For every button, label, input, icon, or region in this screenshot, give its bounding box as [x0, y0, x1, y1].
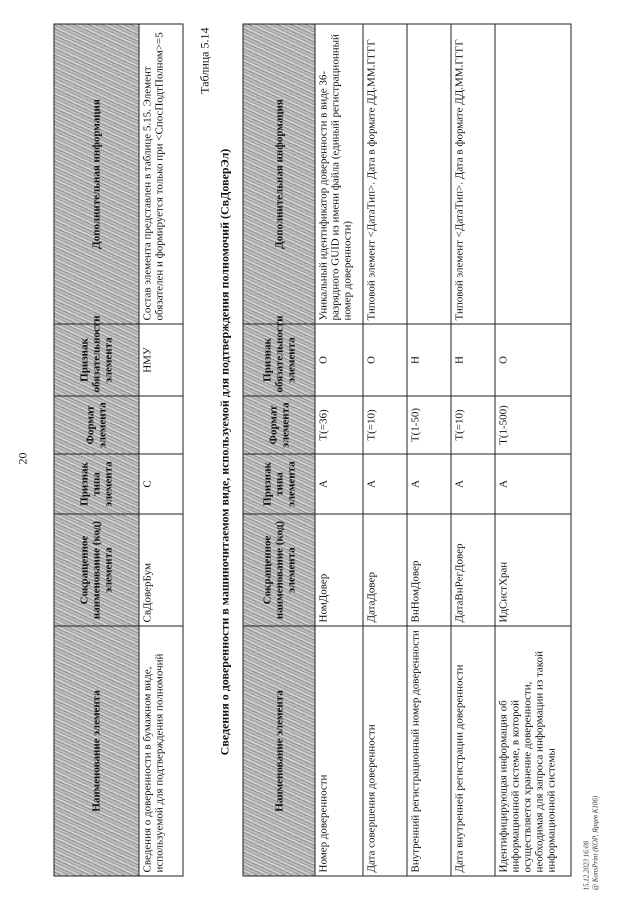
- cell-info: [407, 24, 451, 324]
- cell-info: Типовой элемент <ДатаТип>. Дата в формате ДД.ММ.ГГГГ: [363, 24, 407, 324]
- table-row: [363, 24, 407, 876]
- table-title: Сведения о доверенности в машиночитаемом виде, используемой для подтверждения полномочий (СвДоверЭл): [217, 148, 231, 756]
- header-required: Признак обязательности элемента: [54, 324, 139, 396]
- cell-format: Т(=36): [315, 396, 363, 454]
- cell-type: С: [139, 454, 183, 514]
- table-row: [139, 24, 183, 876]
- cell-req: Н: [451, 324, 495, 396]
- print-stamp: [582, 796, 600, 891]
- header-required: Признак обязательности элемента: [243, 324, 315, 396]
- header-name: Наименование элемента: [54, 626, 139, 876]
- cell-info: Состав элемента представлен в таблице 5.15. Элемент обязателен и формируется только при <СпосПодтПолном>=5: [139, 24, 183, 324]
- page-number: 20: [15, 452, 29, 465]
- cell-type: А: [407, 454, 451, 514]
- cell-type: А: [315, 454, 363, 514]
- header-format: Формат элемента: [54, 396, 139, 454]
- cell-name: Идентифицирующая информация об информационной системе, в которой осуществляется хранение доверенности, необходимая для запроса информации из такой информационной системы: [495, 626, 571, 876]
- cell-info: [495, 24, 571, 324]
- cell-format: Т(=10): [451, 396, 495, 454]
- cell-req: О: [315, 324, 363, 396]
- cell-req: НМУ: [139, 324, 183, 396]
- table-row: [407, 24, 451, 876]
- header-type: Признак типа элемента: [54, 454, 139, 514]
- header-type: Признак типа элемента: [243, 454, 315, 514]
- table-5-14: [242, 24, 571, 877]
- header-info: Дополнительная информация: [243, 24, 315, 324]
- cell-name: Дата внутренней регистрации доверенности: [451, 626, 495, 876]
- table-label: Таблица 5.14: [197, 27, 211, 94]
- table-5-13-continuation: [53, 24, 183, 877]
- stamp-date: 15.12.2023 16:08: [582, 840, 590, 891]
- stamp-source: @ KonsPrint (КОР, Ярцев К106): [591, 795, 599, 891]
- cell-req: О: [363, 324, 407, 396]
- cell-req: Н: [407, 324, 451, 396]
- cell-code: ИдСистХран: [495, 514, 571, 626]
- cell-info: Типовой элемент <ДатаТип>. Дата в формате ДД.ММ.ГГГГ: [451, 24, 495, 324]
- cell-req: О: [495, 324, 571, 396]
- cell-name: Номер доверенности: [315, 626, 363, 876]
- cell-code: ДатаДовер: [363, 514, 407, 626]
- cell-name: Внутренний регистрационный номер доверенности: [407, 626, 451, 876]
- cell-info: Уникальный идентификатор доверенности в виде 36-разрядного GUID из имени файла (единый регистрационный номер доверенности): [315, 24, 363, 324]
- cell-format: Т(=10): [363, 396, 407, 454]
- table-row: [451, 24, 495, 876]
- table-row: [315, 24, 363, 876]
- header-info: Дополнительная информация: [54, 24, 139, 324]
- cell-format: [139, 396, 183, 454]
- cell-code: ДатаВнРегДовер: [451, 514, 495, 626]
- cell-type: А: [363, 454, 407, 514]
- cell-code: НомДовер: [315, 514, 363, 626]
- cell-format: Т(1-500): [495, 396, 571, 454]
- cell-code: СвДоверБум: [139, 514, 183, 626]
- cell-type: А: [495, 454, 571, 514]
- cell-format: Т(1-50): [407, 396, 451, 454]
- cell-code: ВнНомДовер: [407, 514, 451, 626]
- header-name: Наименование элемента: [243, 626, 315, 876]
- cell-type: А: [451, 454, 495, 514]
- header-format: Формат элемента: [243, 396, 315, 454]
- header-code: Сокращенное наименование (код) элемента: [54, 514, 139, 626]
- cell-name: Сведения о доверенности в бумажном виде, используемой для подтверждения полномочий: [139, 626, 183, 876]
- cell-name: Дата совершения доверенности: [363, 626, 407, 876]
- header-code: Сокращенное наименование (код) элемента: [243, 514, 315, 626]
- table-row: [495, 24, 571, 876]
